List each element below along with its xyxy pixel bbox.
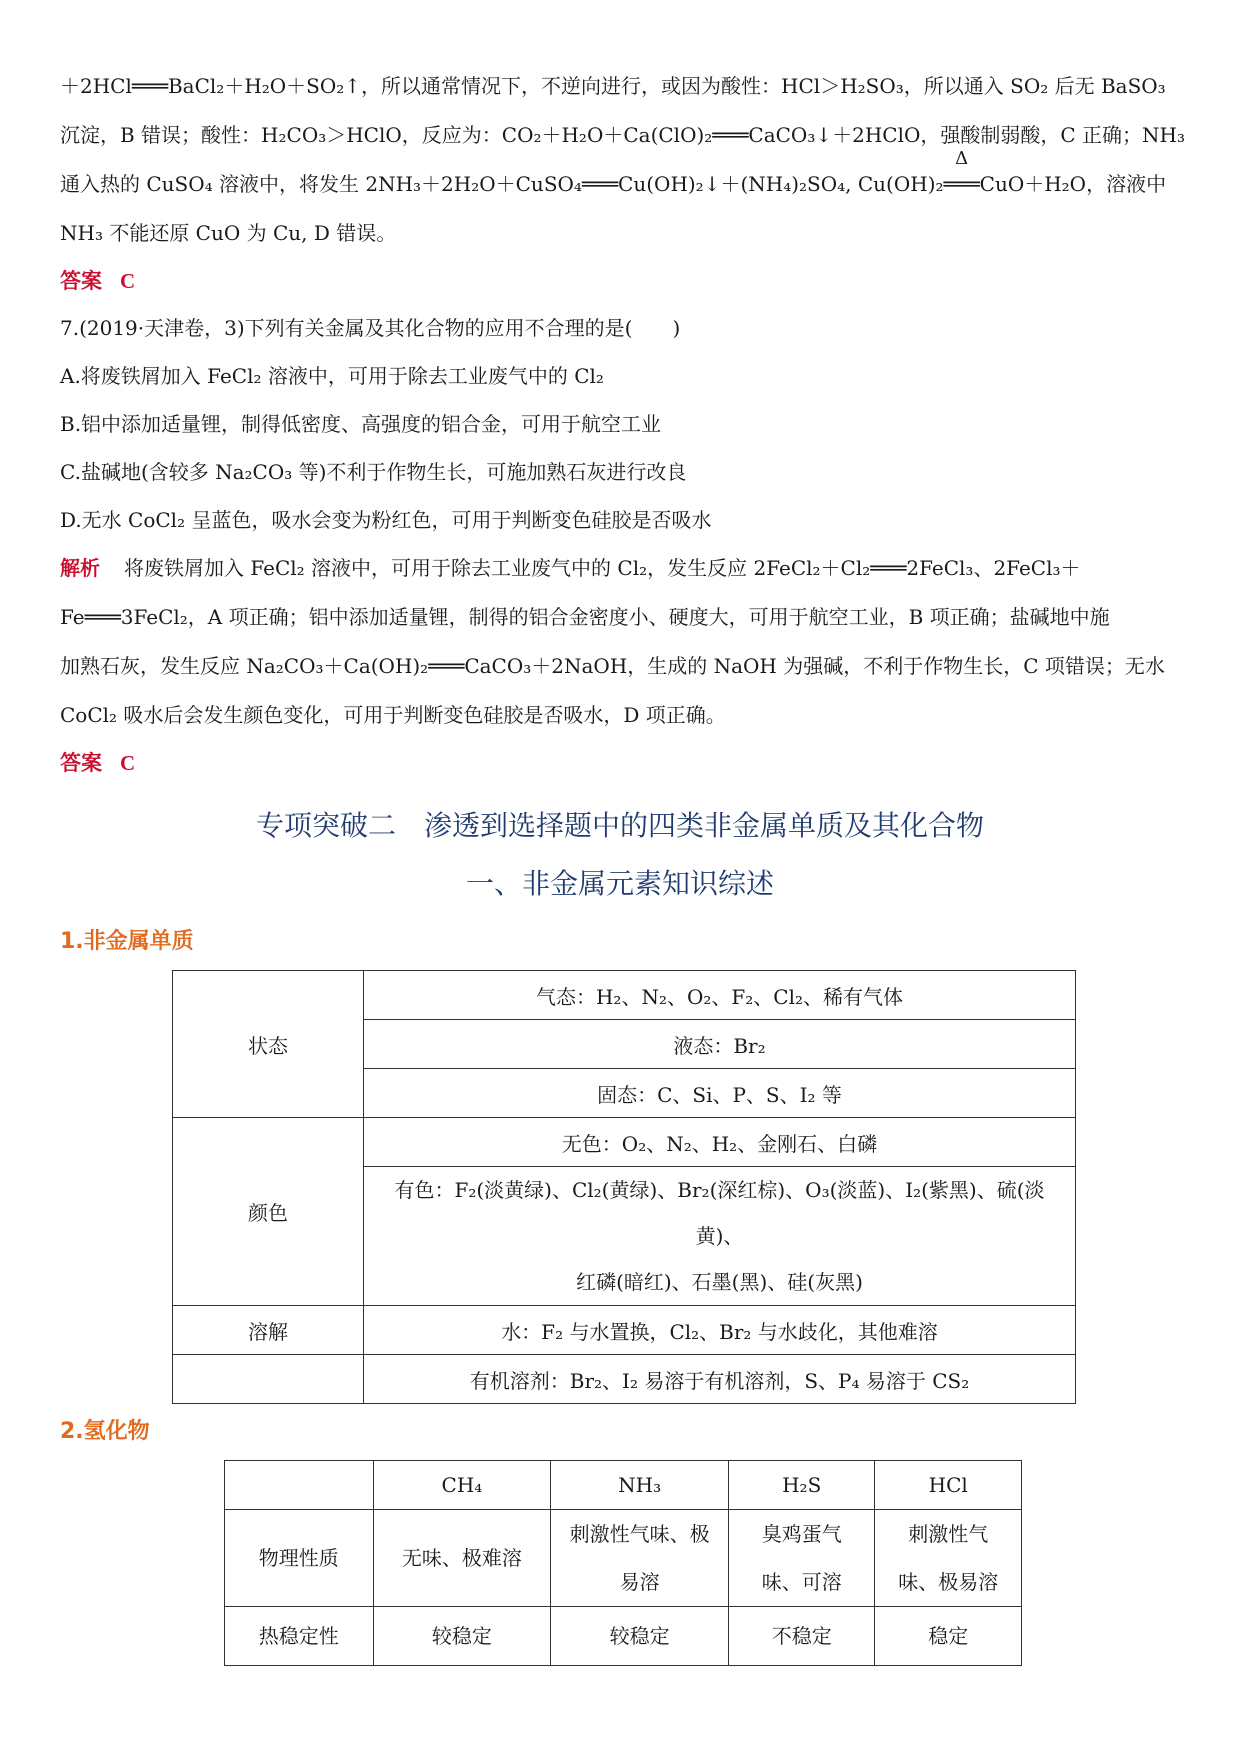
option-a: A.将废铁屑加入 FeCl₂ 溶液中，可用于除去工业废气中的 Cl₂ <box>60 364 604 388</box>
answer-value: C <box>120 269 136 293</box>
answer-line <box>60 258 1180 304</box>
table-cell <box>875 1510 1022 1607</box>
table-row <box>225 1510 1022 1607</box>
table-cell: 较稳定 <box>551 1607 729 1666</box>
text-line: 沉淀，B 错误；酸性：H₂CO₃＞HClO，反应为：CO₂＋H₂O＋Ca(ClO)₂═══CaCO₃↓＋2HClO，强酸制弱酸，C 正确；NH₃ <box>60 123 1185 147</box>
table-row <box>173 971 1076 1020</box>
equals-sign: ═══ <box>943 172 980 196</box>
table-cell <box>728 1510 875 1607</box>
question-7 <box>60 304 1180 544</box>
answer-label: 答案 <box>60 268 102 293</box>
cell-line: 有色：F₂(淡黄绿)、Cl₂(黄绿)、Br₂(深红棕)、O₃(淡蓝)、I₂(紫黑)、硫(淡黄)、 <box>394 1178 1045 1248</box>
hydrides-table <box>224 1460 1022 1666</box>
state-solid: 固态：C、Si、P、S、I₂ 等 <box>364 1069 1076 1118</box>
table-row <box>173 1118 1076 1167</box>
color-label: 颜色 <box>173 1118 364 1306</box>
nonmetal-elements-table <box>172 970 1076 1404</box>
text-line: ＋2HCl═══BaCl₂＋H₂O＋SO₂↑，所以通常情况下，不逆向进行，或因为酸性：HCl＞H₂SO₃，所以通入 SO₂ 后无 BaSO₃ <box>60 74 1166 98</box>
cell-line: 臭鸡蛋气 <box>761 1522 842 1546</box>
cell-line: 味、极易溶 <box>898 1570 999 1594</box>
analysis <box>60 544 1180 740</box>
text-line <box>60 148 1180 209</box>
top-explanation <box>60 62 1185 258</box>
cell-line: 味、可溶 <box>761 1570 842 1594</box>
option-b: B.铝中添加适量锂，制得低密度、高强度的铝合金，可用于航空工业 <box>60 412 662 436</box>
table-cell <box>551 1510 729 1607</box>
answer-label: 答案 <box>60 750 102 775</box>
table-row <box>173 1355 1076 1404</box>
heating-equals-sign <box>943 148 980 209</box>
header-cell: H₂S <box>728 1461 875 1510</box>
color-some <box>364 1167 1076 1306</box>
dissolve-water: 水：F₂ 与水置换，Cl₂、Br₂ 与水歧化，其他难溶 <box>364 1306 1076 1355</box>
row-label: 热稳定性 <box>225 1607 374 1666</box>
cell-line: 易溶 <box>619 1570 660 1594</box>
option-c: C.盐碱地(含较多 Na₂CO₃ 等)不利于作物生长，可施加熟石灰进行改良 <box>60 460 687 484</box>
sub-title: 一、非金属元素知识综述 <box>465 867 774 900</box>
cell-line: 刺激性气 <box>908 1522 989 1546</box>
color-none: 无色：O₂、N₂、H₂、金刚石、白磷 <box>364 1118 1076 1167</box>
state-gas: 气态：H₂、N₂、O₂、F₂、Cl₂、稀有气体 <box>364 971 1076 1020</box>
text-line: Fe═══3FeCl₂，A 项正确；铝中添加适量锂，制得的铝合金密度小、硬度大，可用于航空工业，B 项正确；盐碱地中施 <box>60 605 1110 629</box>
header-cell: CH₄ <box>373 1461 551 1510</box>
question-stem: 7.(2019·天津卷，3)下列有关金属及其化合物的应用不合理的是( ) <box>60 316 681 340</box>
text-segment: 将废铁屑加入 FeCl₂ 溶液中，可用于除去工业废气中的 Cl₂，发生反应 2FeCl₂＋Cl₂═══2FeCl₃、2FeCl₃＋ <box>124 556 1081 580</box>
table-cell: 不稳定 <box>728 1607 875 1666</box>
header-cell: HCl <box>875 1461 1022 1510</box>
table-header-row <box>225 1461 1022 1510</box>
header-cell: NH₃ <box>551 1461 729 1510</box>
dissolve-label: 溶解 <box>173 1306 364 1355</box>
row-label: 物理性质 <box>225 1510 374 1607</box>
answer-line <box>60 740 1180 786</box>
table-cell: 较稳定 <box>373 1607 551 1666</box>
delta-symbol: Δ <box>955 148 969 169</box>
state-liquid: 液态：Br₂ <box>364 1020 1076 1069</box>
text-line: 加熟石灰，发生反应 Na₂CO₃＋Ca(OH)₂═══CaCO₃＋2NaOH，生成的 NaOH 为强碱，不利于作物生长，C 项错误；无水 <box>60 654 1165 678</box>
header-cell <box>225 1461 374 1510</box>
state-label: 状态 <box>173 971 364 1118</box>
text-line: CoCl₂ 吸水后会发生颜色变化，可用于判断变色硅胶是否吸水，D 项正确。 <box>60 703 726 727</box>
dissolve-organic: 有机溶剂：Br₂、I₂ 易溶于有机溶剂，S、P₄ 易溶于 CS₂ <box>364 1355 1076 1404</box>
text-line <box>60 544 1180 593</box>
table-cell: 稳定 <box>875 1607 1022 1666</box>
table-row <box>173 1306 1076 1355</box>
cell-line: 红磷(暗红)、石墨(黑)、硅(灰黑) <box>576 1270 863 1294</box>
analysis-label: 解析 <box>60 556 100 580</box>
text-segment: 通入热的 CuSO₄ 溶液中，将发生 2NH₃＋2H₂O＋CuSO₄═══Cu(OH)₂↓＋(NH₄)₂SO₄, Cu(OH)₂ <box>60 172 944 196</box>
cell-line: 刺激性气味、极 <box>569 1522 710 1546</box>
heading-nonmetal-elements: 1.非金属单质 <box>60 929 194 954</box>
empty-cell <box>173 1355 364 1404</box>
text-segment: CuO＋H₂O，溶液中 <box>979 172 1167 196</box>
answer-value: C <box>120 751 136 775</box>
heading-hydrides: 2.氢化物 <box>60 1419 150 1444</box>
text-line: NH₃ 不能还原 CuO 为 Cu, D 错误。 <box>60 221 397 245</box>
section-title: 专项突破二 渗透到选择题中的四类非金属单质及其化合物 <box>255 809 984 842</box>
table-row <box>225 1607 1022 1666</box>
table-cell: 无味、极难溶 <box>373 1510 551 1607</box>
option-d: D.无水 CoCl₂ 呈蓝色，吸水会变为粉红色，可用于判断变色硅胶是否吸水 <box>60 508 712 532</box>
